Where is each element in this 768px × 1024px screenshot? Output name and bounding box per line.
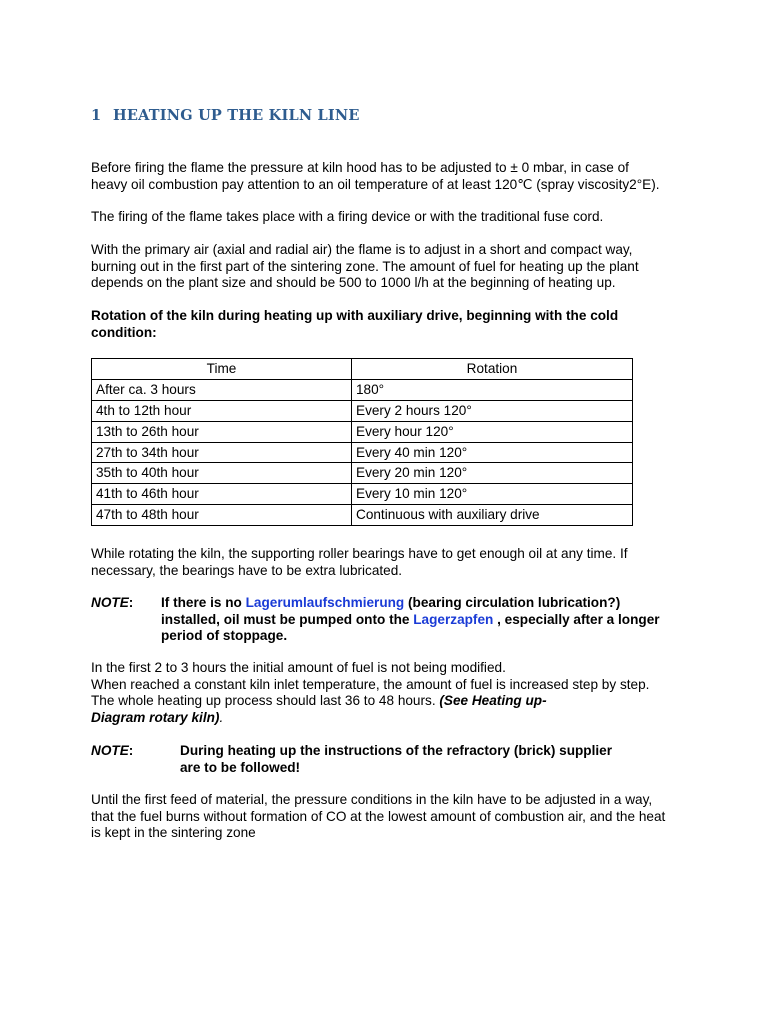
paragraph-line: depends on the plant size and should be 500 to 1000 l/h at the beginning of heating up. (91, 275, 616, 290)
table-header-row (92, 359, 633, 380)
section-heading (91, 107, 360, 124)
rotation-cell: Every 40 min 120° (352, 442, 633, 463)
paragraph-line: When reached a constant kiln inlet temperature, the amount of fuel is increased step by step. (91, 676, 650, 692)
time-cell: 13th to 26th hour (92, 421, 352, 442)
paragraph-fuel (91, 660, 678, 726)
note-refractory (91, 743, 691, 777)
paragraph-line: In the first 2 to 3 hours the initial amount of fuel is not being modified. (91, 660, 506, 675)
note-lubrication (91, 595, 691, 647)
time-cell: 4th to 12th hour (92, 400, 352, 421)
diagram-reference: Diagram rotary kiln) (91, 709, 220, 725)
rotation-table (91, 358, 633, 526)
paragraph-primary-air (91, 242, 678, 292)
time-cell: 41th to 46th hour (92, 484, 352, 505)
note-line: If there is no Lagerumlaufschmierung (bearing circulation lubrication?) (161, 595, 621, 610)
section-number: 1 (91, 107, 102, 124)
paragraph-line: is kept in the sintering zone (91, 825, 256, 840)
paragraph-line: With the primary air (axial and radial air) the flame is to adjust in a short and compact way, (91, 242, 633, 257)
rotation-cell: Continuous with auxiliary drive (352, 505, 633, 526)
note-line: period of stoppage. (161, 628, 288, 643)
paragraph-pressure-conditions (91, 792, 678, 842)
paragraph-line: heavy oil combustion pay attention to an oil temperature of at least 120℃ (spray viscosity2°E). (91, 176, 660, 192)
column-header-time: Time (92, 359, 352, 380)
table-row (92, 505, 633, 526)
rotation-cell: Every hour 120° (352, 421, 633, 442)
table-row (92, 400, 633, 421)
note-line: During heating up the instructions of the refractory (brick) supplier (180, 743, 613, 758)
paragraph-pressure (91, 160, 678, 193)
paragraph-line: necessary, the bearings have to be extra lubricated. (91, 562, 403, 578)
column-header-rotation: Rotation (352, 359, 633, 380)
note-line: installed, oil must be pumped onto the Lagerzapfen , especially after a longer (161, 611, 660, 627)
time-cell: 35th to 40th hour (92, 463, 352, 484)
paragraph-line: burning out in the first part of the sintering zone. The amount of fuel for heating up the plant (91, 258, 639, 274)
paragraph-line: that the fuel burns without formation of CO at the lowest amount of combustion air, and the heat (91, 808, 666, 824)
paragraph-line: Diagram rotary kiln). (91, 709, 224, 725)
note-line: are to be followed! (180, 759, 301, 775)
note-label: NOTE: (91, 743, 134, 758)
time-cell: 47th to 48th hour (92, 505, 352, 526)
paragraph-line: While rotating the kiln, the supporting roller bearings have to get enough oil at any time. If (91, 546, 628, 561)
term-lagerumlaufschmierung: Lagerumlaufschmierung (245, 595, 405, 610)
note-label: NOTE: (91, 595, 134, 610)
rotation-cell: Every 10 min 120° (352, 484, 633, 505)
table-row (92, 463, 633, 484)
table-row (92, 484, 633, 505)
paragraph-bearings (91, 546, 678, 579)
paragraph-line: Before firing the flame the pressure at kiln hood has to be adjusted to ± 0 mbar, in case of (91, 160, 629, 175)
paragraph-firing: The firing of the flame takes place with a firing device or with the traditional fuse cord. (91, 209, 604, 224)
paragraph-line: Until the first feed of material, the pressure conditions in the kiln have to be adjusted in a way, (91, 792, 653, 807)
rotation-cell: Every 2 hours 120° (352, 400, 633, 421)
rotation-cell: 180° (352, 379, 633, 400)
table-row (92, 421, 633, 442)
time-cell: 27th to 34th hour (92, 442, 352, 463)
table-row (92, 442, 633, 463)
term-lagerzapfen: Lagerzapfen (413, 611, 494, 627)
rotation-heading (91, 308, 678, 341)
rotation-heading-line: condition: (91, 324, 157, 340)
diagram-reference: (See Heating up- (439, 693, 547, 708)
paragraph-line: The whole heating up process should last 36 to 48 hours. (See Heating up- (91, 693, 547, 708)
section-title: HEATING UP THE KILN LINE (113, 107, 360, 124)
table-row (92, 379, 633, 400)
rotation-cell: Every 20 min 120° (352, 463, 633, 484)
rotation-heading-line: Rotation of the kiln during heating up with auxiliary drive, beginning with the cold (91, 308, 619, 323)
time-cell: After ca. 3 hours (92, 379, 352, 400)
